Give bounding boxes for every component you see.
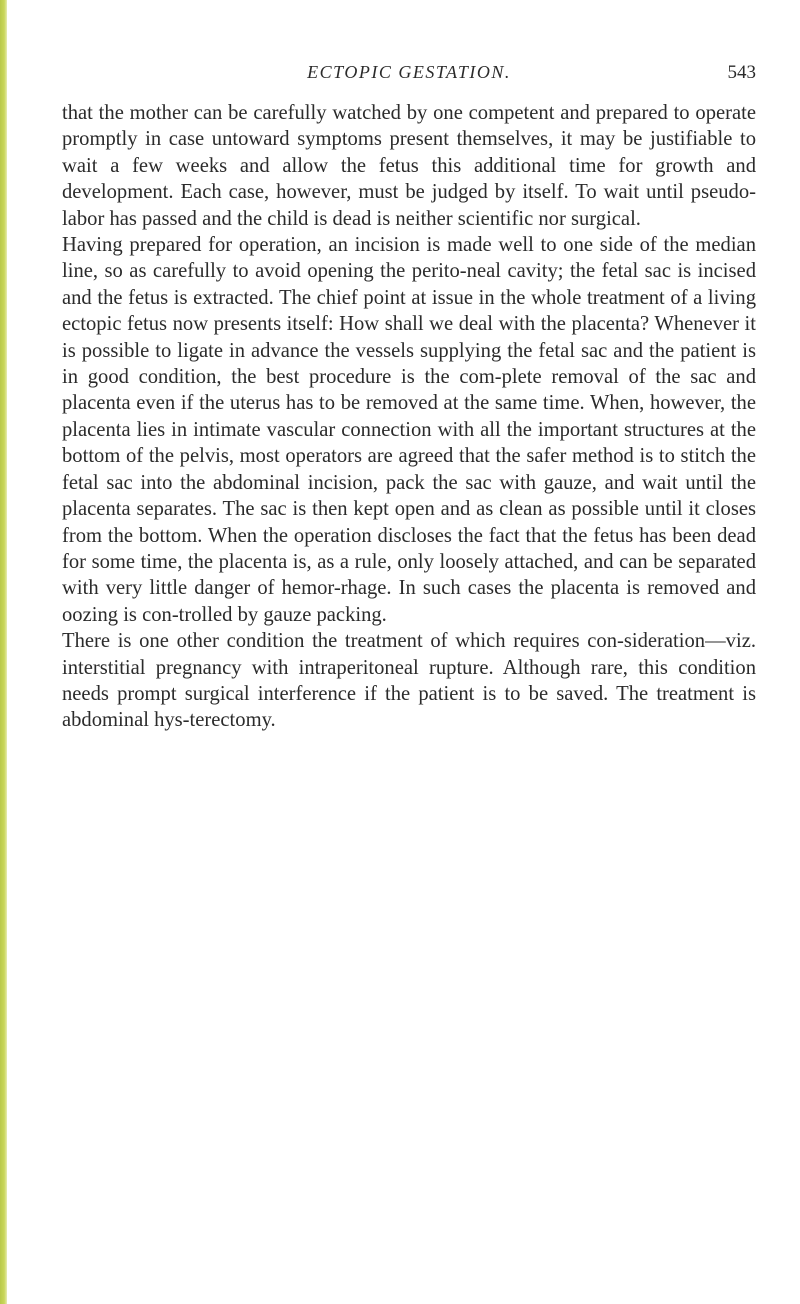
paragraph: There is one other condition the treatment of which requires con-sideration—viz. interstitial pregnancy with intraperitoneal rupture. Although rare, this condition needs prompt surgical interference if the patient is to be saved. The treatment is abdominal hys-terectomy. — [62, 630, 756, 732]
paragraph: that the mother can be carefully watched by one competent and prepared to operate promptly in case untoward symptoms present themselves, it may be justifiable to wait a few weeks and allow the fetus this additional time for growth and development. Each case, however, must be judged by itself. To wait until pseudo-labor has passed and the child is dead is neither scientific nor surgical. — [62, 102, 756, 230]
page-binding-edge — [0, 0, 7, 1304]
page-number: 543 — [727, 62, 756, 83]
running-head: ECTOPIC GESTATION. — [307, 62, 511, 82]
page-header — [62, 62, 756, 88]
body-text — [62, 100, 756, 734]
paragraph: Having prepared for operation, an incision is made well to one side of the median line, so as carefully to avoid opening the perito-neal cavity; the fetal sac is incised and the fetus is extracted. The chief point at issue in the whole treatment of a living ectopic fetus now presents itself: How shall we deal with the placenta? Whenever it is possible to ligate in advance the vessels supplying the fetal sac and the patient is in good condition, the best procedure is the com-plete removal of the sac and placenta even if the uterus has to be removed at the same time. When, however, the placenta lies in intimate vascular connection with all the important structures at the bottom of the pelvis, most operators are agreed that the safer method is to stitch the fetal sac into the abdominal incision, pack the sac with gauze, and wait until the placenta separates. The sac is then kept open and as clean as possible until it closes from the bottom. When the operation discloses the fact that the fetus has been dead for some time, the placenta is, as a rule, only loosely attached, and can be separated with very little danger of hemor-rhage. In such cases the placenta is removed and oozing is con-trolled by gauze packing. — [62, 234, 756, 626]
